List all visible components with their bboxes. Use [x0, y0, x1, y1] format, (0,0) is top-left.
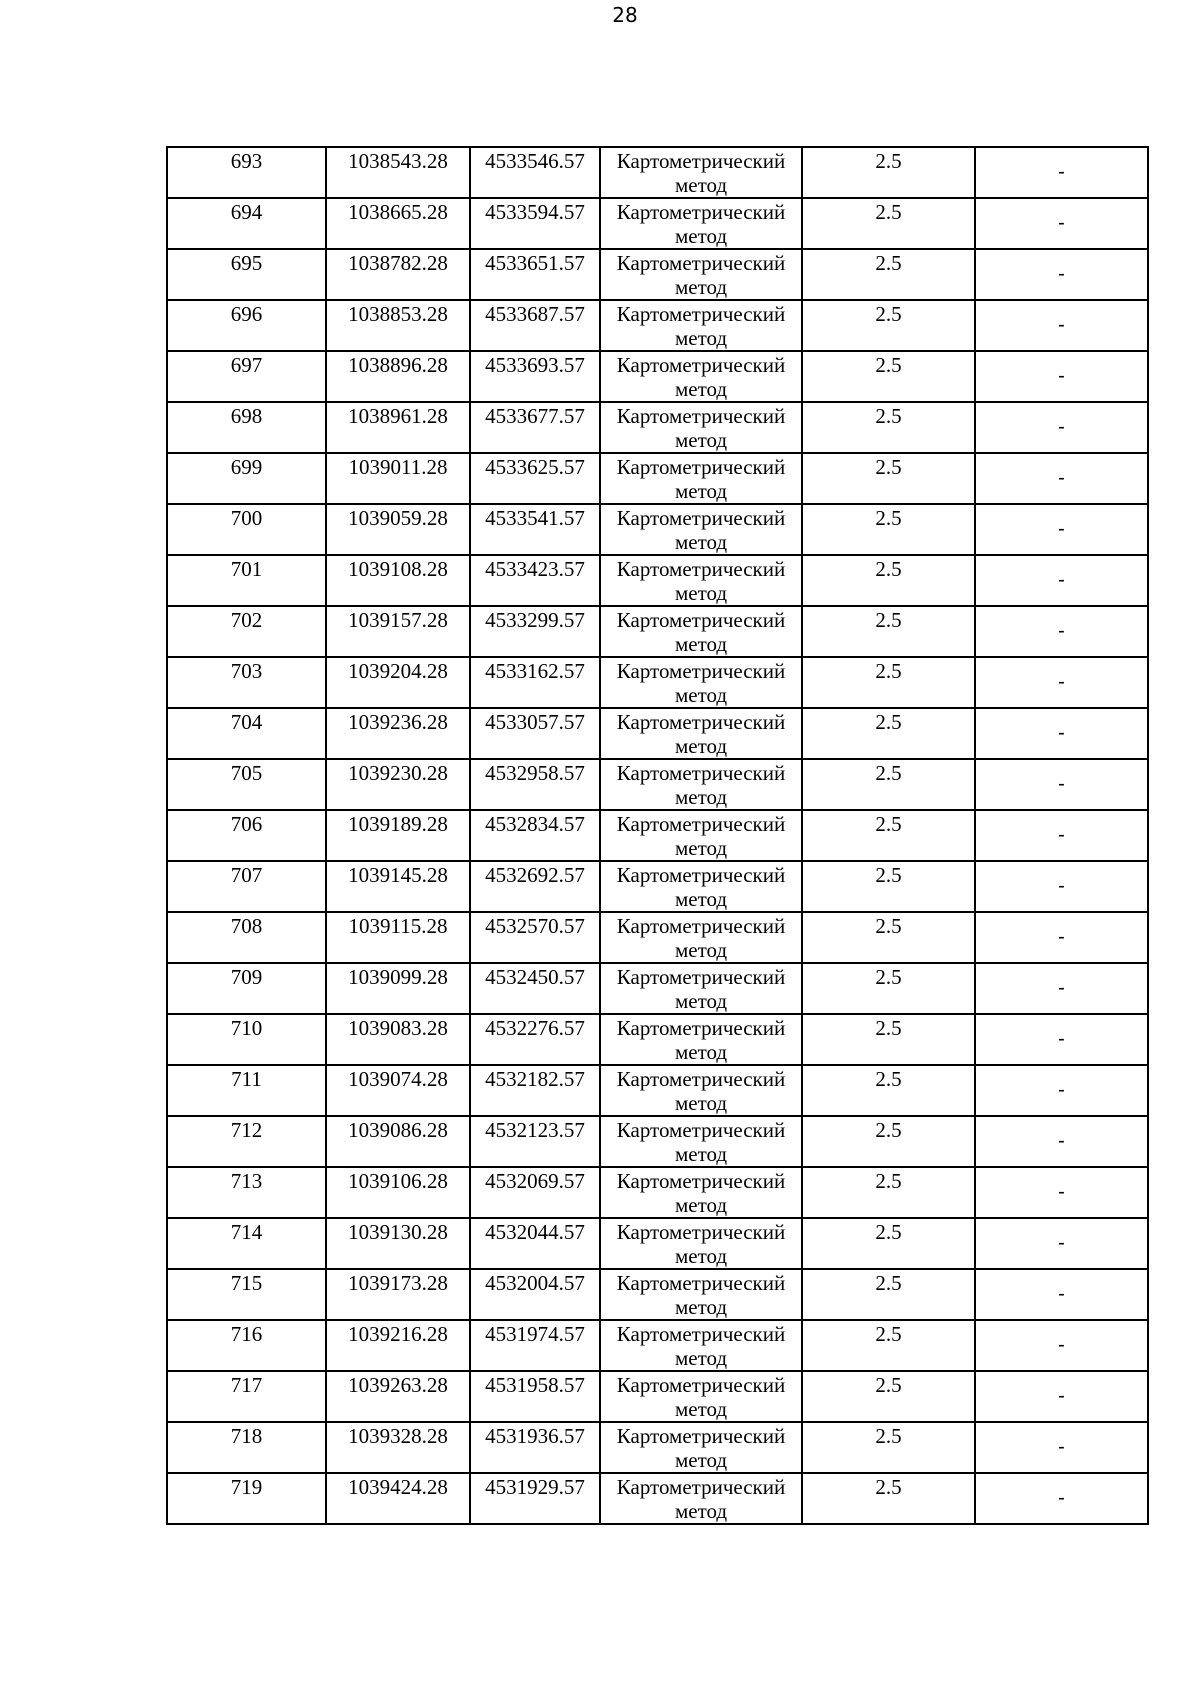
point-number-cell: 719: [167, 1473, 326, 1524]
table-row: [167, 759, 1148, 810]
method-line2: метод: [674, 683, 728, 707]
method-line1: Картометрический: [616, 914, 786, 938]
y-coordinate-cell: 4533594.57: [470, 198, 600, 249]
point-number-cell: 718: [167, 1422, 326, 1473]
method-cell: [600, 300, 802, 351]
method-line1: Картометрический: [616, 1016, 786, 1040]
x-coordinate-cell: 1038782.28: [326, 249, 470, 300]
method-line1: Картометрический: [616, 404, 786, 428]
y-coordinate-cell: 4532182.57: [470, 1065, 600, 1116]
table-row: [167, 657, 1148, 708]
method-cell: [600, 1167, 802, 1218]
point-number-cell: 701: [167, 555, 326, 606]
table-row: [167, 912, 1148, 963]
y-coordinate-cell: 4532044.57: [470, 1218, 600, 1269]
method-line2: метод: [674, 1244, 728, 1268]
method-line2: метод: [674, 1448, 728, 1472]
x-coordinate-cell: 1039424.28: [326, 1473, 470, 1524]
table-row: [167, 351, 1148, 402]
method-line1: Картометрический: [616, 1118, 786, 1142]
x-coordinate-cell: 1039074.28: [326, 1065, 470, 1116]
note-cell: -: [975, 1473, 1148, 1524]
y-coordinate-cell: 4533651.57: [470, 249, 600, 300]
method-line2: метод: [674, 836, 728, 860]
table-row: [167, 1116, 1148, 1167]
note-cell: -: [975, 453, 1148, 504]
accuracy-cell: 2.5: [802, 1218, 975, 1269]
y-coordinate-cell: 4531974.57: [470, 1320, 600, 1371]
point-number-cell: 708: [167, 912, 326, 963]
x-coordinate-cell: 1039189.28: [326, 810, 470, 861]
x-coordinate-cell: 1039230.28: [326, 759, 470, 810]
note-cell: -: [975, 963, 1148, 1014]
point-number-cell: 698: [167, 402, 326, 453]
note-cell: -: [975, 912, 1148, 963]
x-coordinate-cell: 1039106.28: [326, 1167, 470, 1218]
method-line2: метод: [674, 1499, 728, 1523]
method-line1: Картометрический: [616, 1271, 786, 1295]
y-coordinate-cell: 4532450.57: [470, 963, 600, 1014]
x-coordinate-cell: 1039130.28: [326, 1218, 470, 1269]
point-number-cell: 710: [167, 1014, 326, 1065]
method-line2: метод: [674, 530, 728, 554]
accuracy-cell: 2.5: [802, 1473, 975, 1524]
table-row: [167, 147, 1148, 198]
table-row: [167, 555, 1148, 606]
point-number-cell: 709: [167, 963, 326, 1014]
accuracy-cell: 2.5: [802, 708, 975, 759]
accuracy-cell: 2.5: [802, 249, 975, 300]
table-row: [167, 963, 1148, 1014]
method-line1: Картометрический: [616, 1475, 786, 1499]
accuracy-cell: 2.5: [802, 198, 975, 249]
table-row: [167, 453, 1148, 504]
point-number-cell: 713: [167, 1167, 326, 1218]
accuracy-cell: 2.5: [802, 351, 975, 402]
table-row: [167, 810, 1148, 861]
method-line1: Картометрический: [616, 557, 786, 581]
note-cell: -: [975, 402, 1148, 453]
x-coordinate-cell: 1039083.28: [326, 1014, 470, 1065]
accuracy-cell: 2.5: [802, 606, 975, 657]
point-number-cell: 715: [167, 1269, 326, 1320]
method-line1: Картометрический: [616, 710, 786, 734]
method-cell: [600, 1371, 802, 1422]
y-coordinate-cell: 4531936.57: [470, 1422, 600, 1473]
table-row: [167, 1371, 1148, 1422]
method-line2: метод: [674, 173, 728, 197]
method-cell: [600, 708, 802, 759]
method-cell: [600, 759, 802, 810]
method-line1: Картометрический: [616, 1322, 786, 1346]
note-cell: -: [975, 708, 1148, 759]
accuracy-cell: 2.5: [802, 147, 975, 198]
accuracy-cell: 2.5: [802, 963, 975, 1014]
method-line1: Картометрический: [616, 200, 786, 224]
note-cell: -: [975, 351, 1148, 402]
x-coordinate-cell: 1039216.28: [326, 1320, 470, 1371]
accuracy-cell: 2.5: [802, 912, 975, 963]
table-row: [167, 861, 1148, 912]
note-cell: -: [975, 1269, 1148, 1320]
note-cell: -: [975, 657, 1148, 708]
y-coordinate-cell: 4533546.57: [470, 147, 600, 198]
note-cell: -: [975, 1065, 1148, 1116]
method-line2: метод: [674, 1295, 728, 1319]
x-coordinate-cell: 1039099.28: [326, 963, 470, 1014]
x-coordinate-cell: 1039145.28: [326, 861, 470, 912]
x-coordinate-cell: 1038853.28: [326, 300, 470, 351]
method-line2: метод: [674, 1142, 728, 1166]
table-row: [167, 1065, 1148, 1116]
accuracy-cell: 2.5: [802, 1371, 975, 1422]
note-cell: -: [975, 504, 1148, 555]
method-cell: [600, 147, 802, 198]
method-line2: метод: [674, 632, 728, 656]
accuracy-cell: 2.5: [802, 861, 975, 912]
point-number-cell: 714: [167, 1218, 326, 1269]
accuracy-cell: 2.5: [802, 1116, 975, 1167]
note-cell: -: [975, 1167, 1148, 1218]
note-cell: -: [975, 300, 1148, 351]
method-cell: [600, 1473, 802, 1524]
method-line2: метод: [674, 785, 728, 809]
accuracy-cell: 2.5: [802, 759, 975, 810]
y-coordinate-cell: 4533541.57: [470, 504, 600, 555]
point-number-cell: 705: [167, 759, 326, 810]
point-number-cell: 706: [167, 810, 326, 861]
method-cell: [600, 606, 802, 657]
method-cell: [600, 810, 802, 861]
accuracy-cell: 2.5: [802, 504, 975, 555]
method-line1: Картометрический: [616, 251, 786, 275]
y-coordinate-cell: 4533677.57: [470, 402, 600, 453]
x-coordinate-cell: 1039236.28: [326, 708, 470, 759]
method-cell: [600, 198, 802, 249]
table-row: [167, 708, 1148, 759]
accuracy-cell: 2.5: [802, 657, 975, 708]
table-row: [167, 300, 1148, 351]
point-number-cell: 694: [167, 198, 326, 249]
method-line1: Картометрический: [616, 455, 786, 479]
method-line2: метод: [674, 887, 728, 911]
note-cell: -: [975, 810, 1148, 861]
note-cell: -: [975, 1371, 1148, 1422]
method-line1: Картометрический: [616, 353, 786, 377]
y-coordinate-cell: 4532276.57: [470, 1014, 600, 1065]
table-row: [167, 1167, 1148, 1218]
method-cell: [600, 861, 802, 912]
method-cell: [600, 1269, 802, 1320]
method-line1: Картометрический: [616, 1169, 786, 1193]
accuracy-cell: 2.5: [802, 1167, 975, 1218]
x-coordinate-cell: 1039263.28: [326, 1371, 470, 1422]
method-line1: Картометрический: [616, 506, 786, 530]
x-coordinate-cell: 1038896.28: [326, 351, 470, 402]
note-cell: -: [975, 1422, 1148, 1473]
method-cell: [600, 1320, 802, 1371]
note-cell: -: [975, 198, 1148, 249]
y-coordinate-cell: 4533693.57: [470, 351, 600, 402]
x-coordinate-cell: 1039059.28: [326, 504, 470, 555]
accuracy-cell: 2.5: [802, 300, 975, 351]
y-coordinate-cell: 4533687.57: [470, 300, 600, 351]
method-line2: метод: [674, 938, 728, 962]
method-line1: Картометрический: [616, 812, 786, 836]
accuracy-cell: 2.5: [802, 1422, 975, 1473]
point-number-cell: 707: [167, 861, 326, 912]
method-line1: Картометрический: [616, 863, 786, 887]
y-coordinate-cell: 4533057.57: [470, 708, 600, 759]
x-coordinate-cell: 1039011.28: [326, 453, 470, 504]
x-coordinate-cell: 1039115.28: [326, 912, 470, 963]
table-row: [167, 1218, 1148, 1269]
note-cell: -: [975, 249, 1148, 300]
x-coordinate-cell: 1038665.28: [326, 198, 470, 249]
method-line2: метод: [674, 1091, 728, 1115]
table-row: [167, 402, 1148, 453]
method-line2: метод: [674, 734, 728, 758]
point-number-cell: 703: [167, 657, 326, 708]
method-line1: Картометрический: [616, 659, 786, 683]
accuracy-cell: 2.5: [802, 1065, 975, 1116]
point-number-cell: 700: [167, 504, 326, 555]
point-number-cell: 697: [167, 351, 326, 402]
table-row: [167, 198, 1148, 249]
note-cell: -: [975, 759, 1148, 810]
method-cell: [600, 1014, 802, 1065]
y-coordinate-cell: 4532692.57: [470, 861, 600, 912]
note-cell: -: [975, 861, 1148, 912]
x-coordinate-cell: 1039328.28: [326, 1422, 470, 1473]
point-number-cell: 702: [167, 606, 326, 657]
method-line2: метод: [674, 581, 728, 605]
method-cell: [600, 1218, 802, 1269]
y-coordinate-cell: 4532069.57: [470, 1167, 600, 1218]
x-coordinate-cell: 1039204.28: [326, 657, 470, 708]
note-cell: -: [975, 1116, 1148, 1167]
method-line1: Картометрический: [616, 1220, 786, 1244]
method-cell: [600, 963, 802, 1014]
method-line2: метод: [674, 1397, 728, 1421]
y-coordinate-cell: 4531929.57: [470, 1473, 600, 1524]
method-line2: метод: [674, 224, 728, 248]
y-coordinate-cell: 4532834.57: [470, 810, 600, 861]
method-line2: метод: [674, 1193, 728, 1217]
note-cell: -: [975, 1218, 1148, 1269]
point-number-cell: 699: [167, 453, 326, 504]
method-line1: Картометрический: [616, 761, 786, 785]
method-cell: [600, 1065, 802, 1116]
point-number-cell: 693: [167, 147, 326, 198]
method-cell: [600, 249, 802, 300]
point-number-cell: 695: [167, 249, 326, 300]
y-coordinate-cell: 4533423.57: [470, 555, 600, 606]
note-cell: -: [975, 1320, 1148, 1371]
method-cell: [600, 504, 802, 555]
accuracy-cell: 2.5: [802, 810, 975, 861]
table-row: [167, 504, 1148, 555]
method-cell: [600, 555, 802, 606]
method-line2: метод: [674, 275, 728, 299]
y-coordinate-cell: 4531958.57: [470, 1371, 600, 1422]
note-cell: -: [975, 555, 1148, 606]
method-cell: [600, 351, 802, 402]
method-line1: Картометрический: [616, 1067, 786, 1091]
method-cell: [600, 402, 802, 453]
point-number-cell: 711: [167, 1065, 326, 1116]
point-number-cell: 712: [167, 1116, 326, 1167]
table-row: [167, 1014, 1148, 1065]
y-coordinate-cell: 4532004.57: [470, 1269, 600, 1320]
coordinates-table: [166, 146, 1149, 1525]
accuracy-cell: 2.5: [802, 1320, 975, 1371]
accuracy-cell: 2.5: [802, 555, 975, 606]
page-number: 28: [612, 3, 638, 27]
method-line1: Картометрический: [616, 1373, 786, 1397]
method-line2: метод: [674, 1040, 728, 1064]
method-cell: [600, 453, 802, 504]
x-coordinate-cell: 1039108.28: [326, 555, 470, 606]
table-row: [167, 606, 1148, 657]
method-line2: метод: [674, 479, 728, 503]
point-number-cell: 717: [167, 1371, 326, 1422]
point-number-cell: 696: [167, 300, 326, 351]
table-row: [167, 1269, 1148, 1320]
x-coordinate-cell: 1039173.28: [326, 1269, 470, 1320]
method-line2: метод: [674, 989, 728, 1013]
accuracy-cell: 2.5: [802, 1269, 975, 1320]
point-number-cell: 704: [167, 708, 326, 759]
note-cell: -: [975, 1014, 1148, 1065]
method-line1: Картометрический: [616, 965, 786, 989]
method-cell: [600, 912, 802, 963]
accuracy-cell: 2.5: [802, 402, 975, 453]
y-coordinate-cell: 4533162.57: [470, 657, 600, 708]
accuracy-cell: 2.5: [802, 1014, 975, 1065]
table-row: [167, 1422, 1148, 1473]
x-coordinate-cell: 1038543.28: [326, 147, 470, 198]
point-number-cell: 716: [167, 1320, 326, 1371]
method-line2: метод: [674, 326, 728, 350]
note-cell: -: [975, 147, 1148, 198]
method-cell: [600, 1116, 802, 1167]
x-coordinate-cell: 1038961.28: [326, 402, 470, 453]
note-cell: -: [975, 606, 1148, 657]
method-line1: Картометрический: [616, 1424, 786, 1448]
table-row: [167, 249, 1148, 300]
method-cell: [600, 1422, 802, 1473]
method-line1: Картометрический: [616, 149, 786, 173]
y-coordinate-cell: 4532123.57: [470, 1116, 600, 1167]
table-body: [167, 147, 1148, 1524]
y-coordinate-cell: 4532570.57: [470, 912, 600, 963]
method-cell: [600, 657, 802, 708]
method-line2: метод: [674, 1346, 728, 1370]
y-coordinate-cell: 4532958.57: [470, 759, 600, 810]
y-coordinate-cell: 4533625.57: [470, 453, 600, 504]
y-coordinate-cell: 4533299.57: [470, 606, 600, 657]
method-line1: Картометрический: [616, 302, 786, 326]
x-coordinate-cell: 1039086.28: [326, 1116, 470, 1167]
method-line2: метод: [674, 428, 728, 452]
method-line2: метод: [674, 377, 728, 401]
method-line1: Картометрический: [616, 608, 786, 632]
x-coordinate-cell: 1039157.28: [326, 606, 470, 657]
table-row: [167, 1320, 1148, 1371]
table-row: [167, 1473, 1148, 1524]
accuracy-cell: 2.5: [802, 453, 975, 504]
